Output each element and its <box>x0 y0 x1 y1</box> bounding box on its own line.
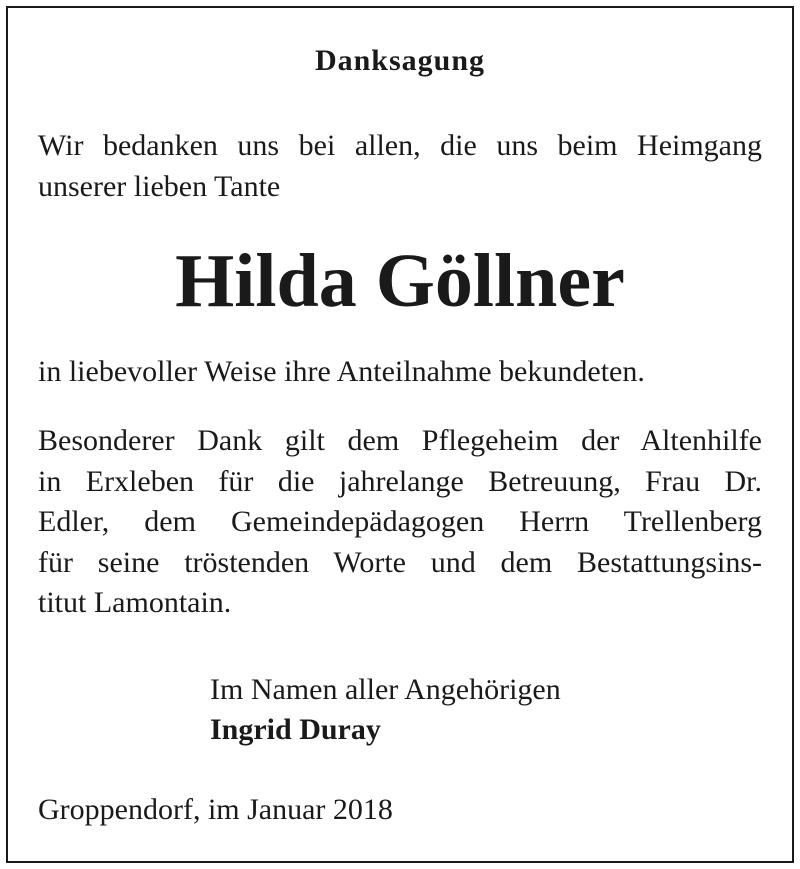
place-date: Groppendorf, im Januar 2018 <box>38 793 393 826</box>
signer-name: Ingrid Duray <box>210 713 381 746</box>
thanks-line: Besonderer Dank gilt dem Pflegeheim der Altenhilfe <box>38 424 762 457</box>
thanks-line: titut Lamontain. <box>38 586 232 619</box>
obituary-notice <box>6 6 794 863</box>
deceased-name: Hilda Göllner <box>175 239 625 323</box>
thanks-line: Edler, dem Gemeindepädagogen Herrn Trellenberg <box>38 505 762 538</box>
thanks-line: für seine tröstenden Worte und dem Bestattungsins- <box>38 545 762 579</box>
thanks-line: in Erxleben für die jahrelange Betreuung, Frau Dr. <box>38 464 762 498</box>
sympathy-line: in liebevoller Weise ihre Anteilnahme bekundeten. <box>38 355 645 388</box>
intro-paragraph <box>38 126 762 207</box>
sympathy-paragraph <box>38 352 762 393</box>
intro-line: unserer lieben Tante <box>38 169 281 203</box>
signature-block <box>210 670 561 750</box>
on-behalf-text: Im Namen aller Angehörigen <box>210 673 561 706</box>
thanks-paragraph <box>38 421 762 624</box>
intro-line: Wir bedanken uns bei allen, die uns beim Heimgang <box>38 129 762 162</box>
notice-heading: Danksagung <box>314 44 486 77</box>
